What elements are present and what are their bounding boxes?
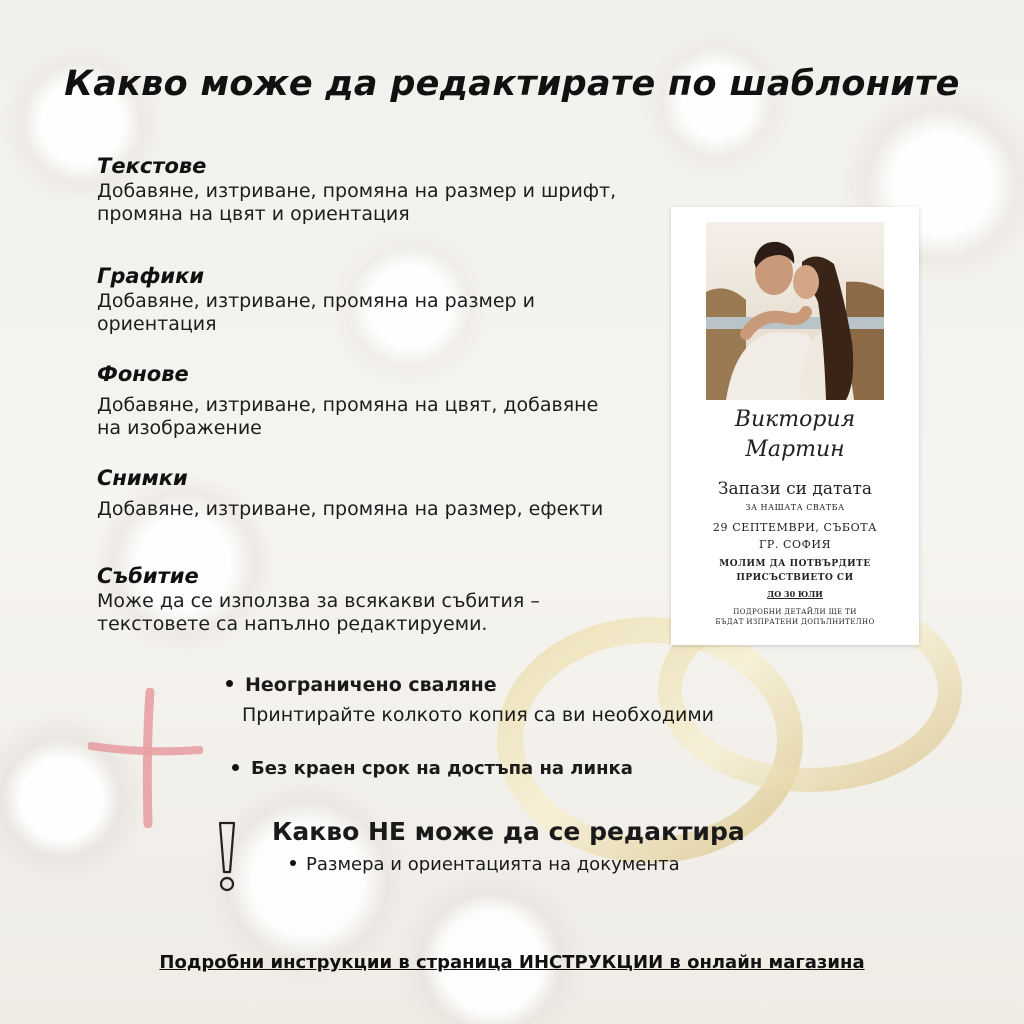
feature-heading: Снимки xyxy=(97,466,188,490)
cannot-edit-text: Размера и ориентацията на документа xyxy=(306,854,680,875)
feature-heading: Фонове xyxy=(97,362,189,386)
bullet-dot xyxy=(290,860,296,866)
invitation-name-2: Мартин xyxy=(745,437,845,462)
feature-heading: Събитие xyxy=(97,564,199,588)
plus-icon xyxy=(88,688,203,828)
feature-heading: Графики xyxy=(97,264,205,288)
instructions-footer-link[interactable]: Подробни инструкции в страница ИНСТРУКЦИИ в онлайн магазина xyxy=(159,952,865,973)
exclamation-icon xyxy=(214,820,240,894)
bullet-dot xyxy=(232,764,239,771)
feature-description: Може да се използва за всякакви събития – текстовете са напълно редактируеми. xyxy=(97,590,540,635)
couple-photo xyxy=(706,222,884,400)
invitation-rsvp-line-1: МОЛИМ ДА ПОТВЪРДИТЕ xyxy=(719,559,871,569)
bullet-unlimited-text: Принтирайте колкото копия са ви необходими xyxy=(242,704,715,726)
bullet-unlimited-download xyxy=(226,674,497,696)
bullet-title: Неограничено сваляне xyxy=(245,674,497,696)
invitation-city: ГР. СОФИЯ xyxy=(758,538,832,551)
feature-heading: Текстове xyxy=(97,154,207,178)
feature-description: Добавяне, изтриване, промяна на размер, ефекти xyxy=(97,498,604,520)
feature-texts xyxy=(97,152,617,226)
invitation-save-date: Запази си датата xyxy=(717,479,873,499)
feature-photos xyxy=(97,464,617,521)
invitation-details-line-1: ПОДРОБНИ ДЕТАЙЛИ ЩЕ ТИ xyxy=(733,608,857,616)
feature-backgrounds xyxy=(97,360,617,440)
invitation-rsvp-line-2: ПРИСЪСТВИЕТО СИ xyxy=(736,573,854,583)
feature-description: Добавяне, изтриване, промяна на цвят, добавяне на изображение xyxy=(97,394,599,439)
invitation-name-1: Виктория xyxy=(734,407,856,432)
feature-description: Добавяне, изтриване, промяна на размер и шрифт, промяна на цвят и ориентация xyxy=(97,180,617,225)
invitation-rsvp-deadline: ДО 30 ЮЛИ xyxy=(767,589,823,599)
invitation-subtitle: ЗА НАШАТА СВАТБА xyxy=(745,503,845,512)
cannot-edit-title: Какво НЕ може да се редактира xyxy=(272,817,745,846)
invitation-details-line-2: БЪДАТ ИЗПРАТЕНИ ДОПЪЛНИТЕЛНО xyxy=(715,618,875,626)
invitation-preview-card xyxy=(671,207,919,645)
feature-event xyxy=(97,562,617,636)
bullet-no-deadline xyxy=(232,758,633,779)
feature-graphics xyxy=(97,262,617,336)
cannot-edit-item xyxy=(290,854,680,875)
invitation-date: 29 СЕПТЕМВРИ, СЪБОТА xyxy=(712,521,878,534)
feature-description: Добавяне, изтриване, промяна на размер и ориентация xyxy=(97,290,535,335)
bullet-dot xyxy=(226,680,233,687)
bullet-title: Без краен срок на достъпа на линка xyxy=(251,758,633,779)
page-title: Какво може да редактирате по шаблоните xyxy=(64,64,960,104)
